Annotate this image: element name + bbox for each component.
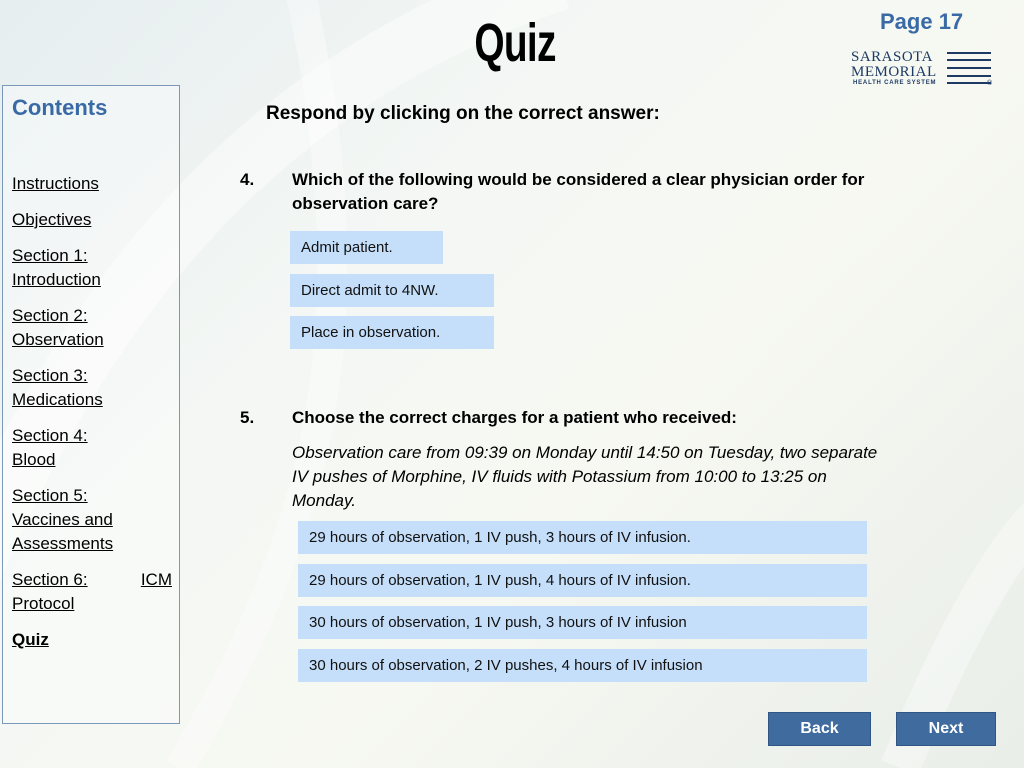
q5-option-2[interactable]: 29 hours of observation, 1 IV push, 4 hours of IV infusion.: [298, 564, 867, 597]
logo-line1: SARASOTA: [851, 49, 933, 65]
nav-link-section-5[interactable]: Section 5: Vaccines and Assessments: [12, 486, 114, 553]
question-5-detail: Observation care from 09:39 on Monday until 14:50 on Tuesday, two separate IV pushes of Morphine, IV fluids with Potassium from 10:00 to 13:25 on Monday.: [292, 443, 878, 510]
contents-nav: [12, 172, 172, 664]
logo-bar: [947, 59, 991, 61]
quiz-prompt: Respond by clicking on the correct answer:: [266, 103, 660, 124]
q5-option-1[interactable]: 29 hours of observation, 1 IV push, 3 hours of IV infusion.: [298, 521, 867, 554]
contents-sidebar: [2, 85, 180, 724]
logo-bar: [947, 67, 991, 69]
nav-link-quiz[interactable]: Quiz: [12, 630, 49, 649]
registered-mark: ®: [987, 80, 993, 87]
next-button[interactable]: Next: [896, 712, 996, 746]
logo-bar: [947, 52, 991, 54]
page-number: Page 17: [880, 9, 964, 34]
q4-option-2[interactable]: Direct admit to 4NW.: [290, 274, 494, 307]
q4-option-3[interactable]: Place in observation.: [290, 316, 494, 349]
question-number: 5.: [240, 408, 255, 427]
logo-bar: [947, 82, 991, 84]
nav-link-section-2[interactable]: Section 2: Observation: [12, 306, 104, 349]
q4-option-1[interactable]: Admit patient.: [290, 231, 443, 264]
question-text: Choose the correct charges for a patient who received:: [292, 408, 737, 427]
nav-link-section-3[interactable]: Section 3: Medications: [12, 366, 103, 409]
contents-heading: Contents: [12, 95, 108, 120]
nav-link-section-4[interactable]: Section 4: Blood: [12, 426, 88, 469]
logo-bar: [947, 75, 991, 77]
logo-line3: HEALTH CARE SYSTEM: [853, 80, 937, 86]
nav-link-instructions[interactable]: Instructions: [12, 174, 99, 193]
nav-section-6-line1: [12, 568, 172, 592]
nav-link-section-1[interactable]: Section 1: Introduction: [12, 246, 101, 289]
nav-link-section-6[interactable]: [12, 568, 172, 616]
page-title: Quiz: [474, 13, 556, 73]
sarasota-memorial-logo: [851, 47, 996, 91]
q5-option-4[interactable]: 30 hours of observation, 2 IV pushes, 4 hours of IV infusion: [298, 649, 867, 682]
question-text: Which of the following would be considered a clear physician order for observation care?: [292, 170, 865, 213]
logo-line2: MEMORIAL: [851, 64, 937, 80]
question-number: 4.: [240, 170, 255, 189]
nav-link-objectives[interactable]: Objectives: [12, 210, 92, 229]
nav-section-6-part1: Section 6:: [12, 570, 88, 589]
nav-section-6-part2: ICM: [140, 570, 172, 589]
back-button[interactable]: Back: [768, 712, 871, 746]
q5-option-3[interactable]: 30 hours of observation, 1 IV push, 3 hours of IV infusion: [298, 606, 867, 639]
nav-section-6-part3: Protocol: [12, 594, 75, 613]
